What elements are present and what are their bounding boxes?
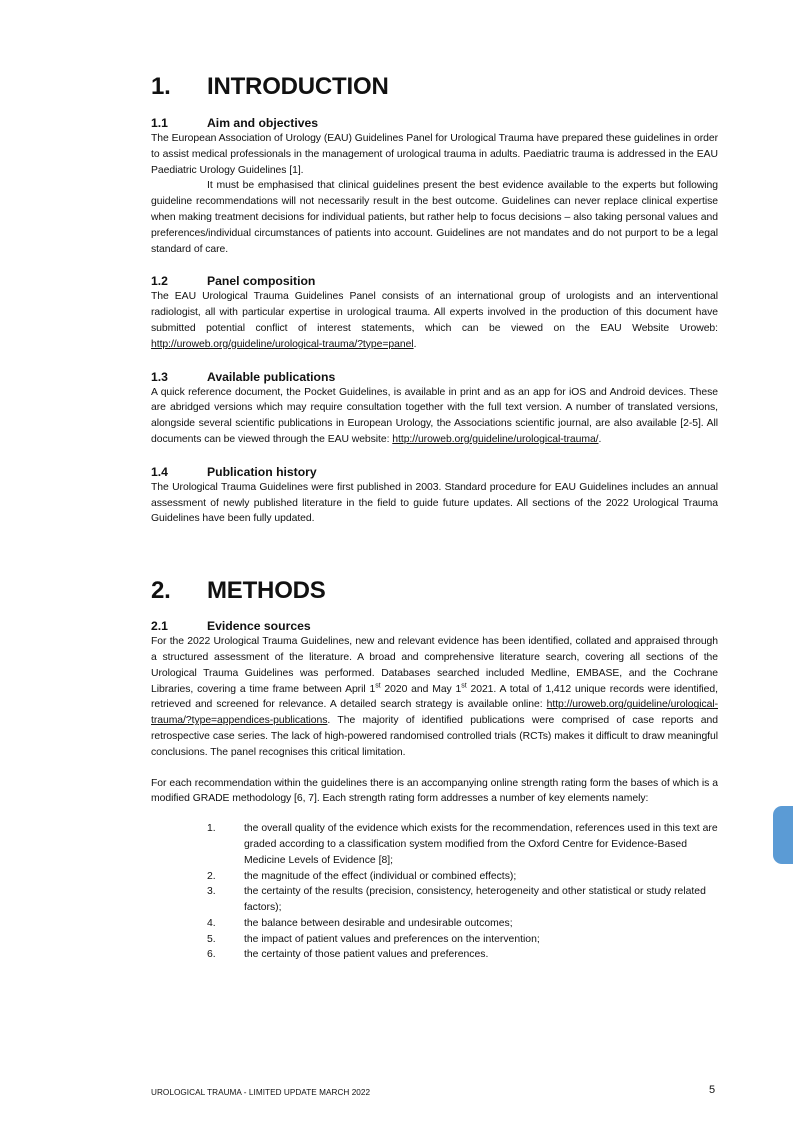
section-heading-aim (151, 115, 718, 131)
footer-running-title: UROLOGICAL TRAUMA - LIMITED UPDATE MARCH 2022 (151, 1088, 371, 1097)
paragraph-history: The Urological Trauma Guidelines were first published in 2003. Standard procedure for EAU Guidelines includes an annual assessment of newly published literature in the field to guide future updates. All sections of the 2022 Urological Trauma Guidelines have been fully updated. (151, 481, 718, 525)
list-item-number: 3. (207, 886, 216, 898)
list-item-number: 5. (207, 933, 216, 945)
list-item-number: 2. (207, 870, 216, 882)
section-heading-panel (151, 273, 718, 289)
section-title: Publication history (207, 464, 317, 479)
paragraph-aim-2: It must be emphasised that clinical guidelines present the best evidence available to the experts but following guideline recommendations will not necessarily result in the best outcome. Guidelines can never replace clinical expertise when making treatment decisions for individual patients, but rather help to focus decisions – also taking personal values and preferences/individual circumstances of patients into account. Guidelines are not mandates and do not purport to be a legal standard of care. (151, 180, 718, 255)
section-number: 1.4 (151, 464, 168, 479)
panel-link[interactable]: http://uroweb.org/guideline/urological-trauma/?type=panel (151, 338, 414, 350)
list-item-number: 6. (207, 949, 216, 961)
paragraph-panel (151, 289, 718, 352)
chapter-number: 2. (151, 577, 171, 605)
footer-page-number: 5 (709, 1084, 716, 1096)
section-title: Panel composition (207, 274, 316, 289)
chapter-title: INTRODUCTION (207, 73, 389, 100)
section-title: Available publications (207, 369, 336, 384)
punctuation: . (598, 433, 602, 445)
list-item-text: the certainty of the results (precision, consistency, heterogeneity and other statistical or study related factors); (244, 886, 706, 914)
chapter-heading-introduction (151, 72, 718, 102)
chapter-side-tab (773, 806, 793, 864)
section-title: Evidence sources (207, 619, 311, 634)
list-item-number: 4. (207, 917, 216, 929)
paragraph-text: A quick reference document, the Pocket Guidelines, is available in print and as an app for iOS and Android devices. These are abridged versions which may require consultation together with the full text version. A number of translated versions, alongside several scientific publications in European Urology, the Associations scientific journal, are also available [2-5]. All documents can be viewed through the EAU website: (151, 386, 718, 445)
section-heading-evidence (151, 618, 718, 634)
paragraph-text: For the 2022 Urological Trauma Guidelines, new and relevant evidence has been identified, collated and appraised through a structured assessment of the literature. A broad and comprehensive literature search, covering all sections of the Urological Trauma Guidelines was performed. Databases searched included Medline, EMBASE, and the Cochrane Libraries, covering a time frame between April 1 (151, 636, 718, 695)
paragraph-text: 2021. A total of 1,412 unique records were identified, retrieved and screened for relevance. A detailed search strategy is available online: (151, 683, 718, 711)
punctuation: . (413, 338, 417, 350)
paragraph-text: The EAU Urological Trauma Guidelines Panel consists of an international group of urologists and an interventional radiologist, all with particular expertise in urological trauma. All experts involved in the production of this document have submitted potential conflict of interest statements, which can be viewed on the EAU Website Uroweb: (151, 291, 718, 334)
paragraph-evidence (151, 634, 718, 760)
list-item-text: the impact of patient values and preferences on the intervention; (244, 933, 540, 945)
list-item-number: 1. (207, 823, 216, 835)
paragraph-text: . The majority of identified publications were comprised of case reports and retrospective case series. The lack of high-powered randomised controlled trials (RCTs) makes it difficult to draw meaningful conclusions. The panel recognises this critical limitation. (151, 715, 718, 758)
list-item (207, 932, 718, 948)
appendices-link[interactable]: http://uroweb.org/guideline/urological-trauma/?type=appendices-publications (151, 699, 718, 727)
chapter-heading-methods (151, 576, 718, 606)
publications-link[interactable]: http://uroweb.org/guideline/urological-trauma/ (392, 433, 599, 445)
list-item-text: the overall quality of the evidence which exists for the recommendation, references used in this text are graded according to a classification system modified from the Oxford Centre for Evidence-Based Medicine Levels of Evidence [8]; (244, 823, 718, 866)
section-number: 2.1 (151, 619, 168, 634)
paragraph-aim-1: The European Association of Urology (EAU) Guidelines Panel for Urological Trauma have prepared these guidelines in order to assist medical professionals in the management of urological trauma in adults. Paediatric trauma is addressed in the EAU Paediatric Urology Guidelines [1]. (151, 133, 718, 176)
paragraph-publications (151, 385, 718, 448)
superscript: st (461, 682, 467, 690)
section-heading-history (151, 464, 718, 480)
page-content (151, 72, 718, 963)
section-number: 1.1 (151, 116, 168, 130)
section-number: 1.2 (151, 274, 168, 289)
section-number: 1.3 (151, 369, 168, 384)
list-item-text: the magnitude of the effect (individual or combined effects); (244, 870, 517, 882)
key-elements-list (151, 821, 718, 963)
superscript: st (375, 682, 381, 690)
paragraph-strength-rating: For each recommendation within the guidelines there is an accompanying online strength rating form the bases of which is a modified GRADE methodology [6, 7]. Each strength rating form addresses a number of key elements namely: (151, 777, 718, 805)
list-item (207, 947, 718, 963)
list-item-text: the balance between desirable and undesirable outcomes; (244, 917, 513, 929)
section-heading-publications (151, 369, 718, 385)
list-item (207, 821, 718, 868)
section-title: Aim and objectives (207, 116, 319, 130)
list-item-text: the certainty of those patient values and preferences. (244, 949, 489, 961)
list-item (207, 869, 718, 885)
list-item (207, 916, 718, 932)
chapter-title: METHODS (207, 577, 326, 605)
list-item (207, 884, 718, 916)
chapter-number: 1. (151, 73, 171, 100)
paragraph-text: 2020 and May 1 (380, 683, 462, 695)
